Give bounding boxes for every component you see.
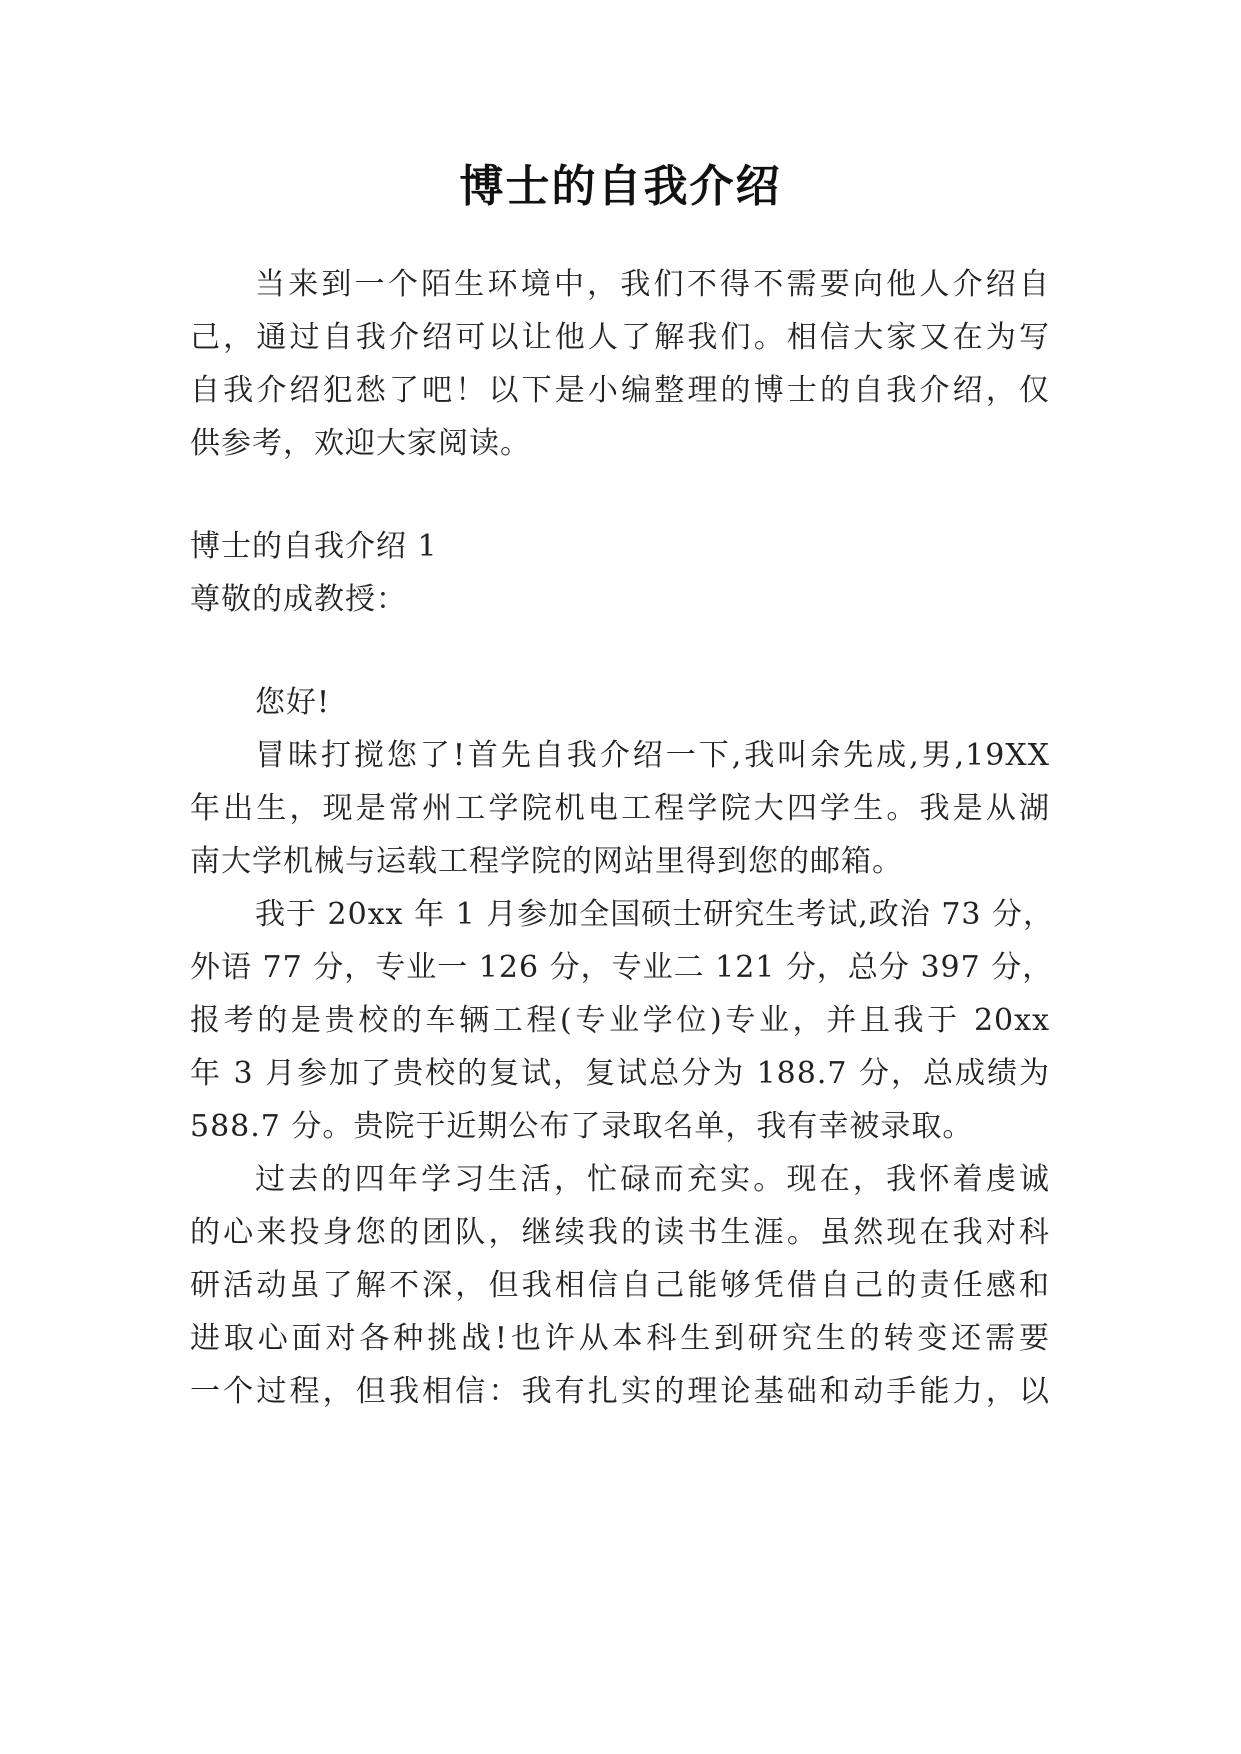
para1-line: 年出生，现是常州工学院机电工程学院大四学生。我是从湖 [190, 791, 1050, 826]
para3-line: 进取心面对各种挑战!也许从本科生到研究生的转变还需要 [190, 1321, 1050, 1356]
para2-line: 外语 77 分，专业一 126 分，专业二 121 分，总分 397 分， [190, 950, 1054, 985]
para2-line: 报考的是贵校的车辆工程(专业学位)专业，并且我于 20xx [190, 1003, 1050, 1038]
para3-line: 研活动虽了解不深，但我相信自己能够凭借自己的责任感和 [190, 1268, 1050, 1303]
para3-line: 的心来投身您的团队，继续我的读书生涯。虽然现在我对科 [190, 1215, 1050, 1250]
para1-line: 冒昧打搅您了!首先自我介绍一下,我叫余先成,男,19XX [255, 738, 1050, 773]
para2-line: 年 3 月参加了贵校的复试，复试总分为 188.7 分，总成绩为 [190, 1056, 1050, 1091]
greeting: 您好! [255, 685, 331, 720]
salutation: 尊敬的成教授： [190, 582, 407, 617]
intro-line: 己，通过自我介绍可以让他人了解我们。相信大家又在为写 [190, 320, 1050, 355]
section-heading: 博士的自我介绍 1 [190, 529, 438, 564]
intro-line: 自我介绍犯愁了吧！以下是小编整理的博士的自我介绍，仅 [190, 373, 1050, 408]
para1-line: 南大学机械与运载工程学院的网站里得到您的邮箱。 [190, 844, 903, 879]
para3-line: 过去的四年学习生活，忙碌而充实。现在，我怀着虔诚 [255, 1162, 1050, 1197]
page-title: 博士的自我介绍 [459, 161, 782, 212]
para2-line: 我于 20xx 年 1 月参加全国硕士研究生考试,政治 73 分， [255, 897, 1055, 932]
para3-line: 一个过程，但我相信：我有扎实的理论基础和动手能力，以 [190, 1374, 1050, 1409]
para2-line: 588.7 分。贵院于近期公布了录取名单，我有幸被录取。 [190, 1109, 974, 1144]
intro-line: 供参考，欢迎大家阅读。 [190, 426, 531, 461]
intro-line: 当来到一个陌生环境中，我们不得不需要向他人介绍自 [255, 267, 1050, 302]
